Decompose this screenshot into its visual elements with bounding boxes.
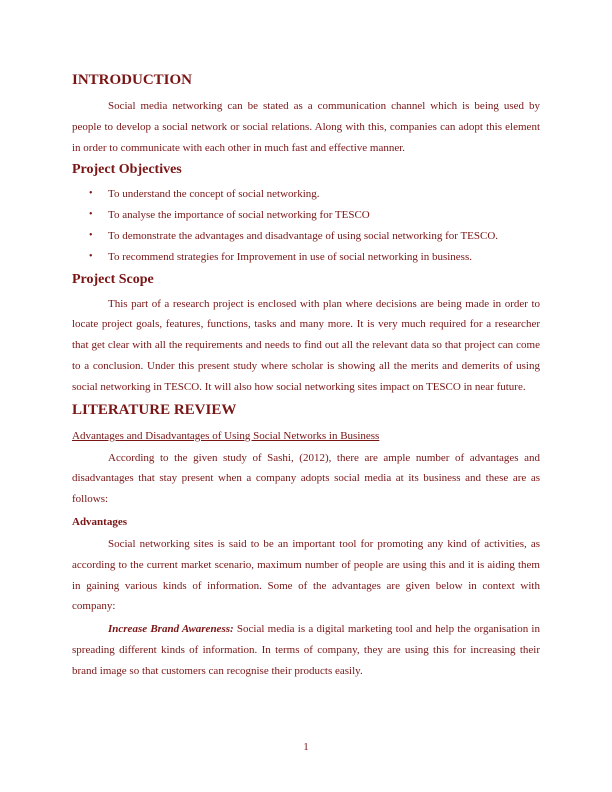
list-item: • To recommend strategies for Improvement in use of social networking in business. bbox=[72, 247, 540, 268]
list-item: • To analyse the importance of social networking for TESCO bbox=[72, 205, 540, 226]
literature-subheading: Advantages and Disadvantages of Using Social Networks in Business bbox=[72, 429, 380, 442]
introduction-heading: INTRODUCTION bbox=[72, 72, 193, 88]
bullet-icon: • bbox=[89, 188, 93, 200]
brand-awareness-paragraph bbox=[72, 619, 540, 681]
page-number: 1 bbox=[303, 741, 309, 753]
document-page bbox=[72, 70, 540, 684]
list-item: • To understand the concept of social networking. bbox=[72, 184, 540, 205]
bullet-icon: • bbox=[89, 209, 93, 221]
advantages-paragraph: Social networking sites is said to be an important tool for promoting any kind of activities, as according to the current market scenario, maximum number of people are using this and it is aiding them in gaining various kinds of information. Some of the advantages are given below in context with company: bbox=[72, 537, 540, 613]
brand-awareness-text: Social media is a digital marketing tool and help the organisation in spreading different kinds of information. In terms of company, they are using this for increasing their brand image so that customers can recognise their products easily. bbox=[72, 623, 540, 677]
advantages-heading: Advantages bbox=[72, 515, 128, 528]
literature-heading: LITERATURE REVIEW bbox=[72, 401, 237, 418]
objectives-heading: Project Objectives bbox=[72, 162, 182, 178]
bullet-icon: • bbox=[89, 250, 93, 262]
literature-paragraph: According to the given study of Sashi, (2012), there are ample number of advantages and disadvantages that stay present when a company adopts social media at its business and these are as follows: bbox=[72, 451, 540, 506]
brand-awareness-label: Increase Brand Awareness: bbox=[108, 623, 234, 636]
bullet-icon: • bbox=[89, 229, 93, 241]
objectives-list bbox=[72, 184, 540, 267]
scope-heading: Project Scope bbox=[72, 271, 154, 287]
list-item: • To demonstrate the advantages and disadvantage of using social networking for TESCO. bbox=[72, 226, 540, 247]
scope-paragraph: This part of a research project is enclosed with plan where decisions are being made in order to locate project goals, features, functions, tasks and many more. It is very much required for a researcher that get clear with all the requirements and needs to find out all the relevant data so that project can come to a conclusion. Under this present study where scholar is showing all the merits and demerits of using social networking in TESCO. It will also how social networking sites impact on TESCO in near future. bbox=[72, 297, 540, 393]
introduction-paragraph: Social media networking can be stated as a communication channel which is being used by people to develop a social network or social relations. Along with this, companies can adopt this element in order to communicate with each other in much fast and effective manner. bbox=[72, 100, 540, 154]
